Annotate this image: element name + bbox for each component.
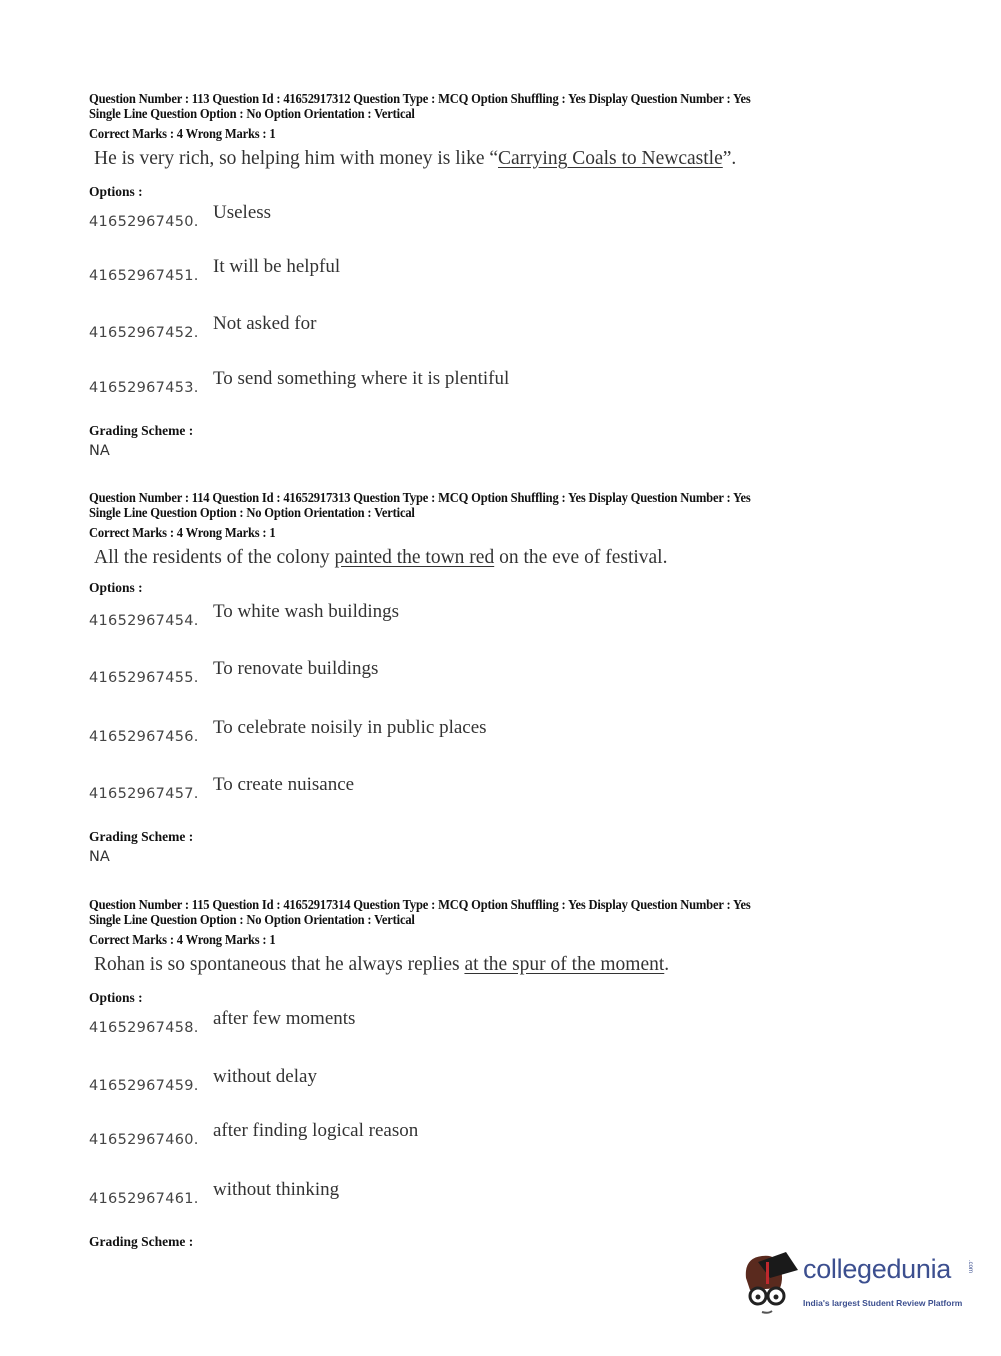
- option-text: Useless: [213, 202, 272, 223]
- question-marks: Correct Marks : 4 Wrong Marks : 1: [89, 932, 276, 947]
- option-id: 41652967453.: [89, 380, 199, 396]
- question-idiom-underlined: Carrying Coals to Newcastle: [498, 148, 723, 169]
- option-id: 41652967454.: [89, 613, 199, 629]
- option-id: 41652967459.: [89, 1078, 199, 1094]
- option-text: It will be helpful: [213, 256, 341, 277]
- logo-tagline: India's largest Student Review Platform: [803, 1298, 963, 1308]
- question-options-meta: Single Line Question Option : No Option Orientation : Vertical: [89, 106, 415, 121]
- question-text: [94, 547, 667, 569]
- option-id: 41652967451.: [89, 268, 199, 284]
- question-text-start: All the residents of the colony: [94, 547, 335, 568]
- option-text: without thinking: [213, 1179, 340, 1200]
- options-label: Options :: [89, 990, 143, 1005]
- option-id: 41652967456.: [89, 729, 199, 745]
- question-meta-line: Question Number : 115 Question Id : 41652917314 Question Type : MCQ Option Shuffling : Yes Display Question Number : Yes: [89, 897, 751, 912]
- question-text-end: on the eve of festival.: [494, 547, 668, 568]
- option-id: 41652967460.: [89, 1132, 199, 1148]
- option-id: 41652967457.: [89, 786, 199, 802]
- grading-scheme-label: Grading Scheme :: [89, 423, 194, 438]
- options-label: Options :: [89, 184, 143, 199]
- question-options-meta: Single Line Question Option : No Option Orientation : Vertical: [89, 912, 415, 927]
- question-text-start: He is very rich, so helping him with money is like “: [94, 148, 499, 169]
- option-text: To celebrate noisily in public places: [213, 717, 487, 738]
- option-id: 41652967455.: [89, 670, 199, 686]
- option-id: 41652967458.: [89, 1020, 199, 1036]
- option-text: To white wash buildings: [213, 601, 400, 622]
- collegedunia-logo: [740, 1248, 975, 1320]
- grading-scheme-label: Grading Scheme :: [89, 829, 194, 844]
- option-id: 41652967450.: [89, 214, 199, 230]
- grading-scheme-value: NA: [89, 443, 110, 459]
- logo-suffix: .com: [967, 1260, 973, 1274]
- question-meta-line: Question Number : 113 Question Id : 41652917312 Question Type : MCQ Option Shuffling : Yes Display Question Number : Yes: [89, 91, 751, 106]
- question-options-meta: Single Line Question Option : No Option Orientation : Vertical: [89, 505, 415, 520]
- option-text: after finding logical reason: [213, 1120, 419, 1141]
- question-text-end: .: [664, 954, 670, 975]
- question-marks: Correct Marks : 4 Wrong Marks : 1: [89, 126, 276, 141]
- grading-scheme-label: Grading Scheme :: [89, 1234, 194, 1249]
- option-id: 41652967452.: [89, 325, 199, 341]
- option-text: To create nuisance: [213, 774, 355, 795]
- grading-scheme-value: NA: [89, 849, 110, 865]
- option-text: To renovate buildings: [213, 658, 379, 679]
- options-label: Options :: [89, 580, 143, 595]
- question-text: [94, 954, 669, 976]
- option-id: 41652967461.: [89, 1191, 199, 1207]
- question-meta-line: Question Number : 114 Question Id : 41652917313 Question Type : MCQ Option Shuffling : Yes Display Question Number : Yes: [89, 490, 751, 505]
- option-text: To send something where it is plentiful: [213, 368, 510, 389]
- question-text-start: Rohan is so spontaneous that he always replies: [94, 954, 465, 975]
- option-text: Not asked for: [213, 313, 317, 334]
- option-text: after few moments: [213, 1008, 356, 1029]
- question-marks: Correct Marks : 4 Wrong Marks : 1: [89, 525, 276, 540]
- question-idiom-underlined: painted the town red: [334, 547, 495, 568]
- mascot-icon: [740, 1248, 802, 1318]
- question-text: [94, 148, 736, 170]
- question-text-end: ”.: [722, 148, 737, 169]
- option-text: without delay: [213, 1066, 317, 1087]
- logo-wordmark: collegedunia: [803, 1254, 952, 1284]
- question-idiom-underlined: at the spur of the moment: [464, 954, 665, 975]
